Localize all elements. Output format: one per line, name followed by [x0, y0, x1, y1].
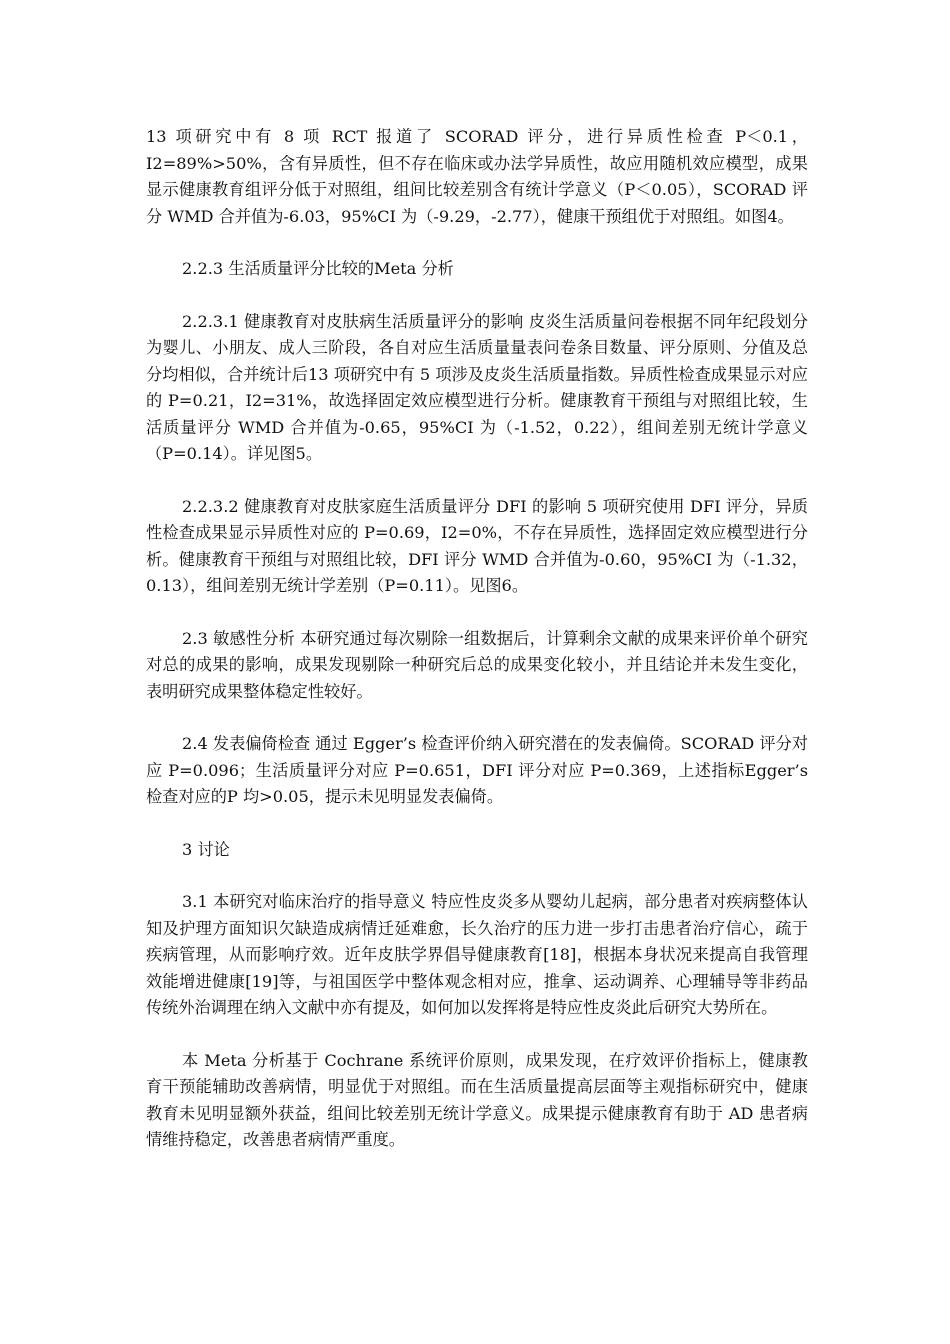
paragraph-sensitivity-analysis: 2.3 敏感性分析 本研究通过每次剔除一组数据后，计算剩余文献的成果来评价单个研究对总的成果的影响，成果发现剔除一种研究后总的成果变化较小，并且结论并未发生变化，表明研究成果整体稳定性较好。 — [146, 628, 808, 701]
paragraph-scorad-results: 13 项研究中有 8 项 RCT 报道了 SCORAD 评分，进行异质性检查 P＜0.1，I2=89%>50%，含有异质性，但不存在临床或办法学异质性，故应用随机效应模型，成果显示健康教育组评分低于对照组，组间比较差别含有统计学意义（P＜0.05），SCORAD 评分 WMD 合并值为-6.03，95%CI 为（-9.29，-2.77），健康干预组优于对照组。如图4。 — [146, 127, 808, 226]
document-body — [146, 124, 808, 1180]
paragraph-2-2-3-2: 2.2.3.2 健康教育对皮肤家庭生活质量评分 DFI 的影响 5 项研究使用 DFI 评分，异质性检查成果显示异质性对应的 P=0.69，I2=0%，不存在异质性，选择固定效应模型进行分析。健康教育干预组与对照组比较，DFI 评分 WMD 合并值为-0.60，95%CI 为（-1.32，0.13），组间差别无统计学差别（P=0.11）。见图6。 — [146, 496, 808, 595]
section-heading-discussion: 3 讨论 — [182, 839, 230, 859]
section-heading-2-2-3: 2.2.3 生活质量评分比较的Meta 分析 — [182, 259, 454, 278]
paragraph-meta-conclusion: 本 Meta 分析基于 Cochrane 系统评价原则，成果发现，在疗效评价指标上，健康教育干预能辅助改善病情，明显优于对照组。而在生活质量提高层面等主观指标研究中，健康教育未见明显额外获益，组间比较差别无统计学意义。成果提示健康教育有助于 AD 患者病情维持稳定，改善患者病情严重度。 — [146, 1050, 808, 1149]
paragraph-2-2-3-1: 2.2.3.1 健康教育对皮肤病生活质量评分的影响 皮炎生活质量问卷根据不同年纪段划分为婴儿、小朋友、成人三阶段，各自对应生活质量量表问卷条目数量、评分原则、分值及总分均相似，合并统计后13 项研究中有 5 项涉及皮炎生活质量指数。异质性检查成果显示对应的 P=0.21，I2=31%，故选择固定效应模型进行分析。健康教育干预组与对照组比较，生活质量评分 WMD 合并值为-0.65，95%CI 为（-1.52，0.22），组间差别无统计学意义（P=0.14）。详见图5。 — [146, 311, 808, 463]
paragraph-3-1: 3.1 本研究对临床治疗的指导意义 特应性皮炎多从婴幼儿起病，部分患者对疾病整体认知及护理方面知识欠缺造成病情迁延难愈，长久治疗的压力进一步打击患者治疗信心，疏于疾病管理，从而影响疗效。近年皮肤学界倡导健康教育[18]，根据本身状况来提高自我管理效能增进健康[19]等，与祖国医学中整体观念相对应，推拿、运动调养、心理辅导等非药品传统外治调理在纳入文献中亦有提及，如何加以发挥将是特应性皮炎此后研究大势所在。 — [146, 892, 808, 1017]
paragraph-publication-bias: 2.4 发表偏倚检查 通过 Egger’s 检查评价纳入研究潜在的发表偏倚。SCORAD 评分对应 P=0.096；生活质量评分对应 P=0.651，DFI 评分对应 P=0.369，上述指标Egger’s 检查对应的P 均>0.05，提示未见明显发表偏倚。 — [146, 734, 808, 806]
